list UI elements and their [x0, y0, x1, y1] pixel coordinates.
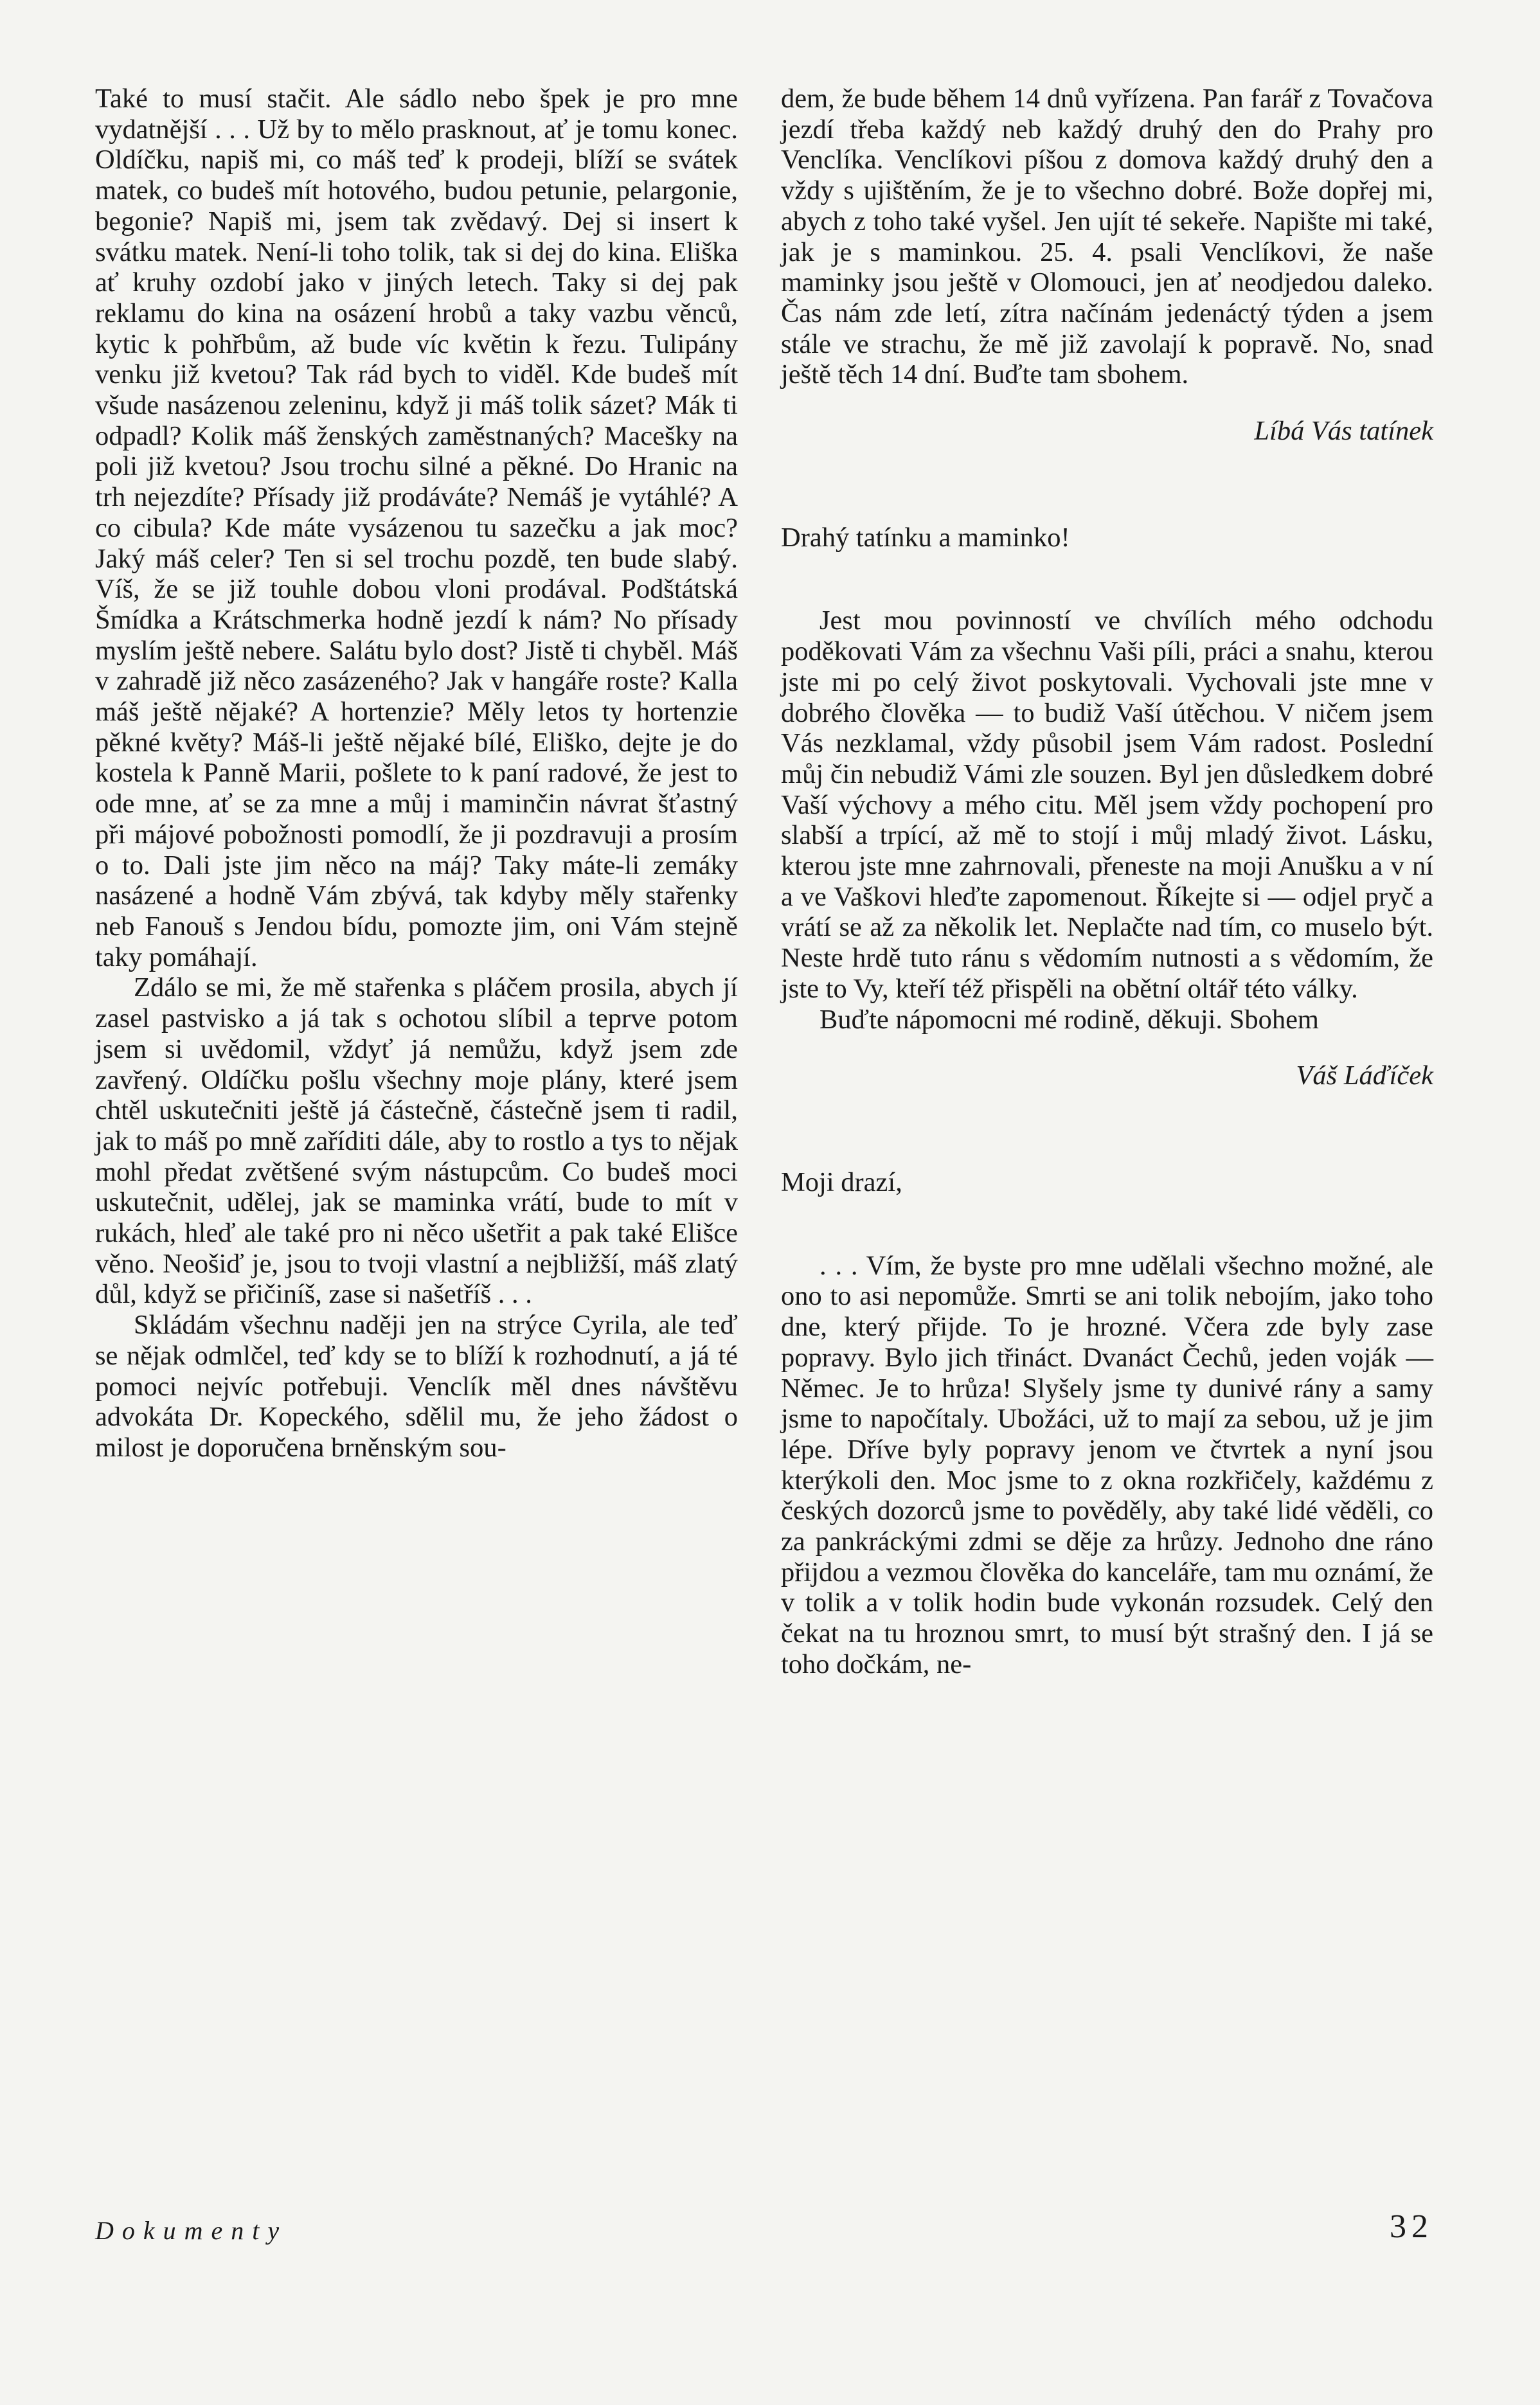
signature: Líbá Vás tatínek [1254, 416, 1433, 447]
paragraph: . . . Vím, že byste pro mne udělali všechno možné, ale ono to asi nepomůže. Smrti se ani tolik nebojím, jako toho dne, který přijde. To je hrozné. Včera zde byly zase popravy. Bylo jich třináct. Dvanáct Čechů, jeden voják — Němec. Je to hrůza! Slyšely jsme ty dunivé rány a samy jsme to napočítaly. Ubožáci, už to mají za sebou, už je jim lépe. Dříve byly popravy jenom ve čtvrtek a nyní jsou kterýkoli den. Moc jsme to z okna rozkřičely, každému z českých dozorců jsme to pověděly, aby také lidé věděli, co za pankráckými zdmi se děje za hrůzy. Jednoho dne ráno přijdou a vezmou člověka do kanceláře, tam mu oznámí, že v tolik a v tolik hodin bude vykonán rozsudek. Celý den čekat na tu hroznou smrt, to musí být strašný den. I já se toho dočkám, ne- [781, 1250, 1433, 1679]
salutation: Moji drazí, [781, 1167, 902, 1197]
paragraph: Také to musí stačit. Ale sádlo nebo špek je pro mne vydatnější . . . Už by to mělo prasknout, ať je tomu konec. Oldíčku, napiš mi, co máš teď k prodeji, blíží se svátek matek, co budeš mít hotového, budou petunie, pelargonie, begonie? Napiš mi, jsem tak zvědavý. Dej si insert k svátku matek. Není-li toho tolik, tak si dej do kina. Eliška ať kruhy ozdobí jako v jiných letech. Taky si dej pak reklamu do kina na osázení hrobů a taky vazbu věnců, kytic k pohřbům, až bude víc květin k řezu. Tulipány venku již kvetou? Tak rád bych to viděl. Kde budeš mít všude nasázenou zeleninu, když ji máš tolik sázet? Mák ti odpadl? Kolik máš ženských zaměstnaných? Macešky na poli již kvetou? Jsou trochu silné a pěkné. Do Hranic na trh nejezdíte? Přísady již prodáváte? Nemáš je vytáhlé? A co cibula? Kde máte vysázenou tu sazečku a jak moc? Jaký máš celer? Ten si sel trochu pozdě, ten bude slabý. Víš, že se již touhle dobou vloni prodával. Podštátská Šmídka a Krátschmerka hodně jezdí k nám? No přísady myslím ještě nebere. Salátu bylo dost? Jistě ti chyběl. Máš v zahradě již něco zasázeného? Jak v hangáře roste? Kalla máš ještě nějaké? A hortenzie? Měly letos ty hortenzie pěkné květy? Máš-li ještě nějaké bílé, Eliško, dejte je do kostela k Panně Marii, pošlete to k paní radové, že jest to ode mne, ať se za mne a můj i maminčin návrat šťastný při májové pobožnosti pomodlí, že ji pozdravuji a prosím o to. Dali jste jim něco na máj? Taky máte-li zemáky nasázené a hodně Vám zbývá, tak kdyby měly stařenky neb Fanouš s Jendou bídu, pomozte jim, oni Vám stejně taky pomáhají. [95, 84, 738, 972]
paragraph: Jest mou povinností ve chvílích mého odchodu poděkovati Vám za všechnu Vaši píli, práci a snahu, kterou jste mi po celý život poskytovali. Vychovali jste mne v dobrého člověka — to budiž Vaší útěchou. V ničem jsem Vás nezklamal, vždy působil jsem Vám radost. Poslední můj čin nebudiž Vámi zle souzen. Byl jen důsledkem dobré Vaší výchovy a mého citu. Měl jsem vždy pochopení pro slabší a trpící, až mě to stojí i můj mladý život. Lásku, kterou jste mne zahrnovali, přeneste na moji Anušku a v ní a ve Vaškovi hleďte zapomenout. Říkejte si — odjel pryč a vrátí se až za několik let. Neplačte nad tím, co muselo být. Neste hrdě tuto ránu s vědomím nutnosti a s vědomím, že jste to Vy, kteří též přispěli na obětní oltář této války. [781, 605, 1433, 1004]
paragraph: Buďte nápomocni mé rodině, děkuji. Sbohem [819, 1004, 1319, 1035]
signature: Váš Láďíček [1296, 1060, 1433, 1091]
paragraph: Skládám všechnu naději jen na strýce Cyrila, ale teď se nějak odmlčel, teď kdy se to blíží k rozhodnutí, a já té pomoci nejvíc potřebuji. Venclík měl dnes návštěvu advokáta Dr. Kopeckého, sdělil mu, že jeho žádost o milost je doporučena brněnským sou- [95, 1310, 738, 1463]
paragraph: Zdálo se mi, že mě stařenka s pláčem prosila, abych jí zasel pastvisko a já tak s ochotou slíbil a teprve potom jsem si uvědomil, vždyť já nemůžu, když jsem zde zavřený. Oldíčku pošlu všechny moje plány, které jsem chtěl uskutečniti ještě já částečně, částečně jsem ti radil, jak to máš po mně zaříditi dále, aby to rostlo a tys to nějak mohl předat zvětšené svým nástupcům. Co budeš moci uskutečnit, udělej, jak se maminka vrátí, bude to mít v rukách, hleď ale také pro ni něco ušetřit a pak také Elišce věno. Neošiď je, jsou to tvoji vlastní a nejbližší, máš zlatý důl, když se přičiníš, zase si našetříš . . . [95, 972, 738, 1310]
salutation: Drahý tatínku a maminko! [781, 522, 1070, 553]
page-number: 32 [1390, 2208, 1433, 2245]
footer-label: Dokumenty [95, 2216, 288, 2245]
left-column [95, 84, 738, 1463]
right-column [781, 84, 1433, 1680]
paragraph: dem, že bude během 14 dnů vyřízena. Pan farář z Tovačova jezdí třeba každý neb každý druhý den do Prahy pro Venclíka. Venclíkovi píšou z domova každý druhý den a vždy s ujištěním, že je to všechno dobré. Bože dopřej mi, abych z toho také vyšel. Jen ujít té sekeře. Napište mi také, jak je s maminkou. 25. 4. psali Venclíkovi, že naše maminky jsou ještě v Olomouci, jen ať neodjedou daleko. Čas nám zde letí, zítra načínám jedenáctý týden a jsem stále ve strachu, že mě již zavolají k popravě. No, snad ještě těch 14 dní. Buďte tam sbohem. [781, 84, 1433, 390]
